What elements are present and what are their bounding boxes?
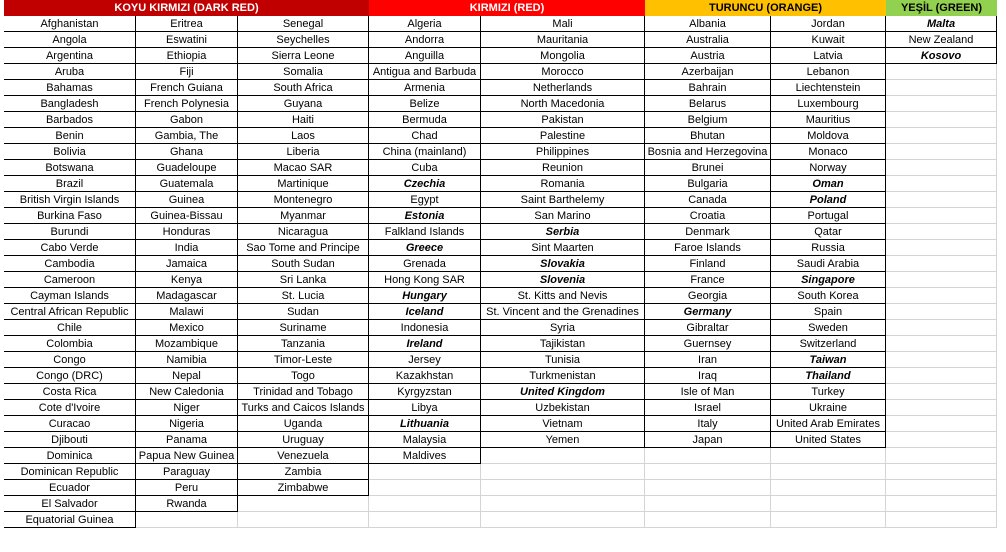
country-cell[interactable]: Costa Rica [4,384,136,400]
country-cell[interactable]: Belgium [645,112,771,128]
country-cell[interactable]: Faroe Islands [645,240,771,256]
empty-cell[interactable] [886,464,997,480]
country-cell[interactable]: Afghanistan [4,16,136,32]
red-column-1 [369,16,481,528]
empty-cell[interactable] [886,496,997,512]
empty-cell[interactable] [771,448,886,464]
country-cell[interactable]: Bosnia and Herzegovina [645,144,771,160]
country-cell[interactable]: Sri Lanka [238,272,369,288]
empty-cell[interactable] [886,96,997,112]
country-cell[interactable]: New Caledonia [136,384,238,400]
country-cell[interactable]: Panama [136,432,238,448]
country-cell[interactable]: Guyana [238,96,369,112]
country-cell[interactable]: Brunei [645,160,771,176]
country-cell[interactable]: Ghana [136,144,238,160]
country-cell[interactable]: Liberia [238,144,369,160]
empty-cell[interactable] [886,384,997,400]
country-cell[interactable]: El Salvador [4,496,136,512]
country-cell[interactable]: Argentina [4,48,136,64]
country-cell[interactable]: Haiti [238,112,369,128]
country-cell[interactable]: Turkmenistan [481,368,645,384]
country-cell[interactable]: Uruguay [238,432,369,448]
country-cell[interactable]: Myanmar [238,208,369,224]
country-cell[interactable]: Netherlands [481,80,645,96]
empty-cell[interactable] [771,512,886,528]
empty-cell[interactable] [886,448,997,464]
orange-header[interactable]: TURUNCU (ORANGE) [645,0,886,16]
country-cell[interactable]: St. Vincent and the Grenadines [481,304,645,320]
country-cell[interactable]: Angola [4,32,136,48]
country-cell[interactable]: Dominica [4,448,136,464]
empty-cell[interactable] [481,448,645,464]
empty-cell[interactable] [771,496,886,512]
country-cell[interactable]: Iceland [369,304,481,320]
country-cell[interactable]: Romania [481,176,645,192]
country-cell[interactable]: Papua New Guinea [136,448,238,464]
country-cell[interactable]: Pakistan [481,112,645,128]
country-cell[interactable]: Lithuania [369,416,481,432]
country-cell[interactable]: Malta [886,16,997,32]
country-cell[interactable]: Kuwait [771,32,886,48]
country-cell[interactable]: Suriname [238,320,369,336]
country-cell[interactable]: India [136,240,238,256]
country-cell[interactable]: Mexico [136,320,238,336]
empty-cell[interactable] [886,272,997,288]
country-cell[interactable]: Palestine [481,128,645,144]
country-cell[interactable]: Maldives [369,448,481,464]
country-cell[interactable]: St. Lucia [238,288,369,304]
country-cell[interactable]: Madagascar [136,288,238,304]
country-cell[interactable]: Lebanon [771,64,886,80]
empty-cell[interactable] [645,512,771,528]
empty-cell[interactable] [886,208,997,224]
country-cell[interactable]: Bahrain [645,80,771,96]
country-cell[interactable]: Hungary [369,288,481,304]
country-cell[interactable]: Dominican Republic [4,464,136,480]
country-cell[interactable]: Tanzania [238,336,369,352]
country-cell[interactable]: Timor-Leste [238,352,369,368]
country-cell[interactable]: Niger [136,400,238,416]
country-cell[interactable]: Saudi Arabia [771,256,886,272]
country-cell[interactable]: Nicaragua [238,224,369,240]
country-cell[interactable]: Mozambique [136,336,238,352]
country-cell[interactable]: Russia [771,240,886,256]
country-cell[interactable]: Senegal [238,16,369,32]
country-cell[interactable]: Macao SAR [238,160,369,176]
empty-cell[interactable] [886,352,997,368]
country-cell[interactable]: Turks and Caicos Islands [238,400,369,416]
empty-cell[interactable] [886,288,997,304]
dark-red-header[interactable]: KOYU KIRMIZI (DARK RED) [4,0,369,16]
country-cell[interactable]: Guinea [136,192,238,208]
country-cell[interactable]: Norway [771,160,886,176]
country-cell[interactable]: Kenya [136,272,238,288]
country-cell[interactable]: Gabon [136,112,238,128]
empty-cell[interactable] [886,192,997,208]
country-cell[interactable]: Colombia [4,336,136,352]
country-cell[interactable]: Eritrea [136,16,238,32]
country-cell[interactable]: Martinique [238,176,369,192]
country-cell[interactable]: Uganda [238,416,369,432]
country-cell[interactable]: Algeria [369,16,481,32]
orange-column-2 [771,16,886,528]
empty-cell[interactable] [369,496,481,512]
green-header[interactable]: YEŞİL (GREEN) [886,0,997,16]
country-cell[interactable]: Burundi [4,224,136,240]
country-cell[interactable]: France [645,272,771,288]
country-cell[interactable]: Sao Tome and Principe [238,240,369,256]
country-cell[interactable]: Guernsey [645,336,771,352]
empty-cell[interactable] [886,256,997,272]
country-cell[interactable]: Zimbabwe [238,480,369,496]
country-cell[interactable]: Reunion [481,160,645,176]
empty-cell[interactable] [771,464,886,480]
country-cell[interactable]: Saint Barthelemy [481,192,645,208]
country-cell[interactable]: Tunisia [481,352,645,368]
empty-cell[interactable] [886,368,997,384]
country-cell[interactable]: Guinea-Bissau [136,208,238,224]
country-cell[interactable]: Italy [645,416,771,432]
country-cell[interactable]: United Kingdom [481,384,645,400]
country-cell[interactable]: Serbia [481,224,645,240]
country-cell[interactable]: Honduras [136,224,238,240]
empty-cell[interactable] [886,144,997,160]
country-cell[interactable]: Congo [4,352,136,368]
country-cell[interactable]: Hong Kong SAR [369,272,481,288]
country-cell[interactable]: Gambia, The [136,128,238,144]
country-cell[interactable]: Cabo Verde [4,240,136,256]
country-cell[interactable]: Guadeloupe [136,160,238,176]
empty-cell[interactable] [369,512,481,528]
country-cell[interactable]: Brazil [4,176,136,192]
country-cell[interactable]: Trinidad and Tobago [238,384,369,400]
country-cell[interactable]: Iraq [645,368,771,384]
country-cell[interactable]: Liechtenstein [771,80,886,96]
country-cell[interactable]: Togo [238,368,369,384]
country-cell[interactable]: Estonia [369,208,481,224]
country-cell[interactable]: Anguilla [369,48,481,64]
country-cell[interactable]: Egypt [369,192,481,208]
country-cell[interactable]: Austria [645,48,771,64]
country-cell[interactable]: Barbados [4,112,136,128]
red-header[interactable]: KIRMIZI (RED) [369,0,645,16]
country-cell[interactable]: Cambodia [4,256,136,272]
empty-cell[interactable] [886,240,997,256]
country-cell[interactable]: Luxembourg [771,96,886,112]
country-cell[interactable]: South Korea [771,288,886,304]
country-cell[interactable]: Equatorial Guinea [4,512,136,528]
country-cell[interactable]: Armenia [369,80,481,96]
country-cell[interactable]: Uzbekistan [481,400,645,416]
country-cell[interactable]: Kazakhstan [369,368,481,384]
empty-cell[interactable] [886,224,997,240]
country-cell[interactable]: Slovakia [481,256,645,272]
country-cell[interactable]: Bangladesh [4,96,136,112]
empty-cell[interactable] [886,400,997,416]
country-cell[interactable]: Philippines [481,144,645,160]
empty-cell[interactable] [481,480,645,496]
country-cell[interactable]: Andorra [369,32,481,48]
country-cell[interactable]: Fiji [136,64,238,80]
country-cell[interactable]: Chad [369,128,481,144]
country-cell[interactable]: Bulgaria [645,176,771,192]
country-cell[interactable]: Sint Maarten [481,240,645,256]
country-cell[interactable]: Kyrgyzstan [369,384,481,400]
country-cell[interactable]: Australia [645,32,771,48]
empty-cell[interactable] [645,496,771,512]
orange-group [645,0,886,528]
country-cell[interactable]: Laos [238,128,369,144]
country-cell[interactable]: Ecuador [4,480,136,496]
country-cell[interactable]: Somalia [238,64,369,80]
red-group [369,0,645,528]
country-cell[interactable]: Greece [369,240,481,256]
country-cell[interactable]: Eswatini [136,32,238,48]
country-cell[interactable]: Latvia [771,48,886,64]
country-cell[interactable]: Iran [645,352,771,368]
country-cell[interactable]: Nigeria [136,416,238,432]
empty-cell[interactable] [886,176,997,192]
country-cell[interactable]: Morocco [481,64,645,80]
country-cell[interactable]: Germany [645,304,771,320]
country-cell[interactable]: Nepal [136,368,238,384]
country-cell[interactable]: Jamaica [136,256,238,272]
dark-red-group [4,0,369,528]
country-cell[interactable]: Moldova [771,128,886,144]
country-cell[interactable]: Sierra Leone [238,48,369,64]
country-cell[interactable]: Mongolia [481,48,645,64]
empty-cell[interactable] [886,336,997,352]
country-cell[interactable]: North Macedonia [481,96,645,112]
country-cell[interactable]: Namibia [136,352,238,368]
country-cell[interactable]: New Zealand [886,32,997,48]
country-cell[interactable]: Seychelles [238,32,369,48]
country-cell[interactable]: Tajikistan [481,336,645,352]
empty-cell[interactable] [136,512,238,528]
country-cell[interactable]: Belize [369,96,481,112]
country-cell[interactable]: Mauritania [481,32,645,48]
country-cell[interactable]: Gibraltar [645,320,771,336]
country-cell[interactable]: Bolivia [4,144,136,160]
country-cell[interactable]: Turkey [771,384,886,400]
country-cell[interactable]: Cameroon [4,272,136,288]
country-cell[interactable]: Congo (DRC) [4,368,136,384]
country-cell[interactable]: St. Kitts and Nevis [481,288,645,304]
empty-cell[interactable] [886,432,997,448]
country-cell[interactable]: French Guiana [136,80,238,96]
country-cell[interactable]: Denmark [645,224,771,240]
empty-cell[interactable] [645,448,771,464]
country-cell[interactable]: Slovenia [481,272,645,288]
country-cell[interactable]: Guatemala [136,176,238,192]
country-cell[interactable]: Falkland Islands [369,224,481,240]
country-cell[interactable]: Jordan [771,16,886,32]
country-cell[interactable]: Venezuela [238,448,369,464]
country-cell[interactable]: Kosovo [886,48,997,64]
country-cell[interactable]: Oman [771,176,886,192]
country-cell[interactable]: Cayman Islands [4,288,136,304]
country-cell[interactable]: Qatar [771,224,886,240]
country-cell[interactable]: Switzerland [771,336,886,352]
country-cell[interactable]: Belarus [645,96,771,112]
country-cell[interactable]: Libya [369,400,481,416]
country-cell[interactable]: Ukraine [771,400,886,416]
country-cell[interactable]: Mauritius [771,112,886,128]
country-cell[interactable]: Japan [645,432,771,448]
country-cell[interactable]: Aruba [4,64,136,80]
orange-column-1 [645,16,771,528]
country-cell[interactable]: Benin [4,128,136,144]
green-group [886,0,997,528]
country-cell[interactable]: Singapore [771,272,886,288]
country-cell[interactable]: Cote d'Ivoire [4,400,136,416]
country-cell[interactable]: Syria [481,320,645,336]
empty-cell[interactable] [886,416,997,432]
country-cell[interactable]: Bahamas [4,80,136,96]
country-cell[interactable]: Central African Republic [4,304,136,320]
country-cell[interactable]: Sudan [238,304,369,320]
country-cell[interactable]: Taiwan [771,352,886,368]
empty-cell[interactable] [645,464,771,480]
country-cell[interactable]: San Marino [481,208,645,224]
country-cell[interactable]: Albania [645,16,771,32]
country-cell[interactable]: Czechia [369,176,481,192]
country-cell[interactable]: China (mainland) [369,144,481,160]
dark-red-column-2 [136,16,238,528]
country-cell[interactable]: Djibouti [4,432,136,448]
empty-cell[interactable] [481,464,645,480]
empty-cell[interactable] [886,512,997,528]
country-cell[interactable]: United States [771,432,886,448]
country-cell[interactable]: Burkina Faso [4,208,136,224]
country-cell[interactable]: Montenegro [238,192,369,208]
country-cell[interactable]: Malawi [136,304,238,320]
country-cell[interactable]: Monaco [771,144,886,160]
country-cell[interactable]: Bhutan [645,128,771,144]
country-cell[interactable]: Israel [645,400,771,416]
country-cell[interactable]: Bermuda [369,112,481,128]
country-cell[interactable]: Chile [4,320,136,336]
empty-cell[interactable] [886,112,997,128]
country-cell[interactable]: Rwanda [136,496,238,512]
empty-cell[interactable] [369,464,481,480]
country-cell[interactable]: Mali [481,16,645,32]
country-cell[interactable]: Antigua and Barbuda [369,64,481,80]
country-cell[interactable]: Curacao [4,416,136,432]
empty-cell[interactable] [886,160,997,176]
empty-cell[interactable] [771,480,886,496]
empty-cell[interactable] [238,496,369,512]
country-cell[interactable]: Croatia [645,208,771,224]
empty-cell[interactable] [481,496,645,512]
country-cell[interactable]: Malaysia [369,432,481,448]
country-cell[interactable]: Botswana [4,160,136,176]
country-cell[interactable]: Jersey [369,352,481,368]
empty-cell[interactable] [886,320,997,336]
dark-red-column-1 [4,16,136,528]
empty-cell[interactable] [886,480,997,496]
country-cell[interactable]: Georgia [645,288,771,304]
country-cell[interactable]: Ireland [369,336,481,352]
empty-cell[interactable] [886,80,997,96]
country-cell[interactable]: Vietnam [481,416,645,432]
country-cell[interactable]: Grenada [369,256,481,272]
country-cell[interactable]: Peru [136,480,238,496]
country-cell[interactable]: South Africa [238,80,369,96]
country-cell[interactable]: French Polynesia [136,96,238,112]
empty-cell[interactable] [645,480,771,496]
country-cell[interactable]: Azerbaijan [645,64,771,80]
empty-cell[interactable] [886,128,997,144]
country-cell[interactable]: Cuba [369,160,481,176]
green-column-1 [886,16,997,528]
country-cell[interactable]: South Sudan [238,256,369,272]
country-cell[interactable]: United Arab Emirates [771,416,886,432]
country-cell[interactable]: Finland [645,256,771,272]
country-cell[interactable]: Thailand [771,368,886,384]
country-cell[interactable]: Spain [771,304,886,320]
empty-cell[interactable] [886,304,997,320]
country-cell[interactable]: Zambia [238,464,369,480]
empty-cell[interactable] [481,512,645,528]
country-cell[interactable]: Sweden [771,320,886,336]
dark-red-column-3 [238,16,369,528]
empty-cell[interactable] [886,64,997,80]
country-cell[interactable]: Indonesia [369,320,481,336]
country-cell[interactable]: British Virgin Islands [4,192,136,208]
country-cell[interactable]: Ethiopia [136,48,238,64]
country-cell[interactable]: Portugal [771,208,886,224]
empty-cell[interactable] [238,512,369,528]
country-cell[interactable]: Poland [771,192,886,208]
country-cell[interactable]: Paraguay [136,464,238,480]
empty-cell[interactable] [369,480,481,496]
country-cell[interactable]: Canada [645,192,771,208]
red-column-2 [481,16,645,528]
country-cell[interactable]: Yemen [481,432,645,448]
country-cell[interactable]: Isle of Man [645,384,771,400]
